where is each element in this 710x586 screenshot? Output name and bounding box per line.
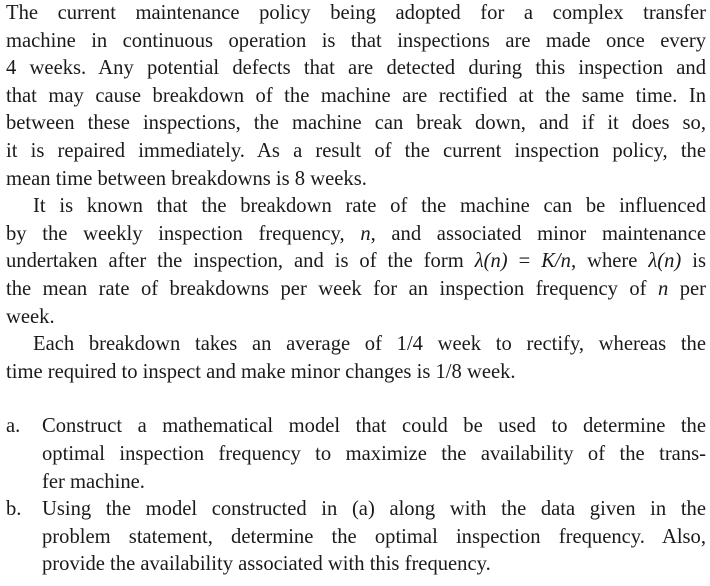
- text-line: mean time between breakdowns is 8 weeks.: [6, 167, 367, 190]
- text-line: Each breakdown takes an average of 1/4 week to rectify, whereas the: [33, 333, 706, 356]
- problem-text: [6, 0, 706, 579]
- text-line: The current maintenance policy being adopted for a complex transfer: [6, 2, 706, 24]
- text-line: it is repaired immediately. As a result of the current inspection policy, the: [6, 139, 706, 162]
- question-item-b: [6, 496, 706, 579]
- item-text: [42, 496, 706, 579]
- text-line: 4 weeks. Any potential defects that are detected during this inspection and: [6, 57, 706, 80]
- text-line: optimal inspection frequency to maximize the availability of the trans-: [42, 442, 706, 465]
- paragraph-repair-times: [6, 331, 706, 386]
- text-line: week.: [6, 305, 55, 328]
- item-marker: a.: [6, 415, 21, 438]
- text-line: that may cause breakdown of the machine are rectified at the same time. In: [6, 84, 706, 107]
- text-line: machine in continuous operation is that inspections are made once every: [6, 29, 706, 52]
- text-line: Construct a mathematical model that could be used to determine the: [42, 415, 706, 438]
- text-line: between these inspections, the machine can break down, and if it does so,: [6, 112, 706, 135]
- question-item-a: [6, 413, 706, 496]
- text-line: problem statement, determine the optimal inspection frequency. Also,: [42, 525, 706, 548]
- item-text: [42, 413, 706, 496]
- text-line: time required to inspect and make minor changes is 1/8 week.: [6, 360, 516, 383]
- text-line: undertaken after the inspection, and is of the form λ(n) = K/n, where λ(n) is: [6, 250, 707, 273]
- text-line: fer machine.: [42, 470, 145, 493]
- text-line: by the weekly inspection frequency, n, and associated minor maintenance: [6, 222, 707, 245]
- spacer: [6, 386, 706, 413]
- paragraph-policy: [6, 0, 706, 193]
- paragraph-breakdown-rate: [6, 193, 706, 331]
- text-line: provide the availability associated with this frequency.: [42, 553, 491, 576]
- text-line: It is known that the breakdown rate of the machine can be influenced: [33, 195, 706, 218]
- item-marker: b.: [6, 498, 22, 521]
- text-line: the mean rate of breakdowns per week for an inspection frequency of n per: [6, 277, 706, 300]
- text-line: Using the model constructed in (a) along with the data given in the: [42, 498, 706, 521]
